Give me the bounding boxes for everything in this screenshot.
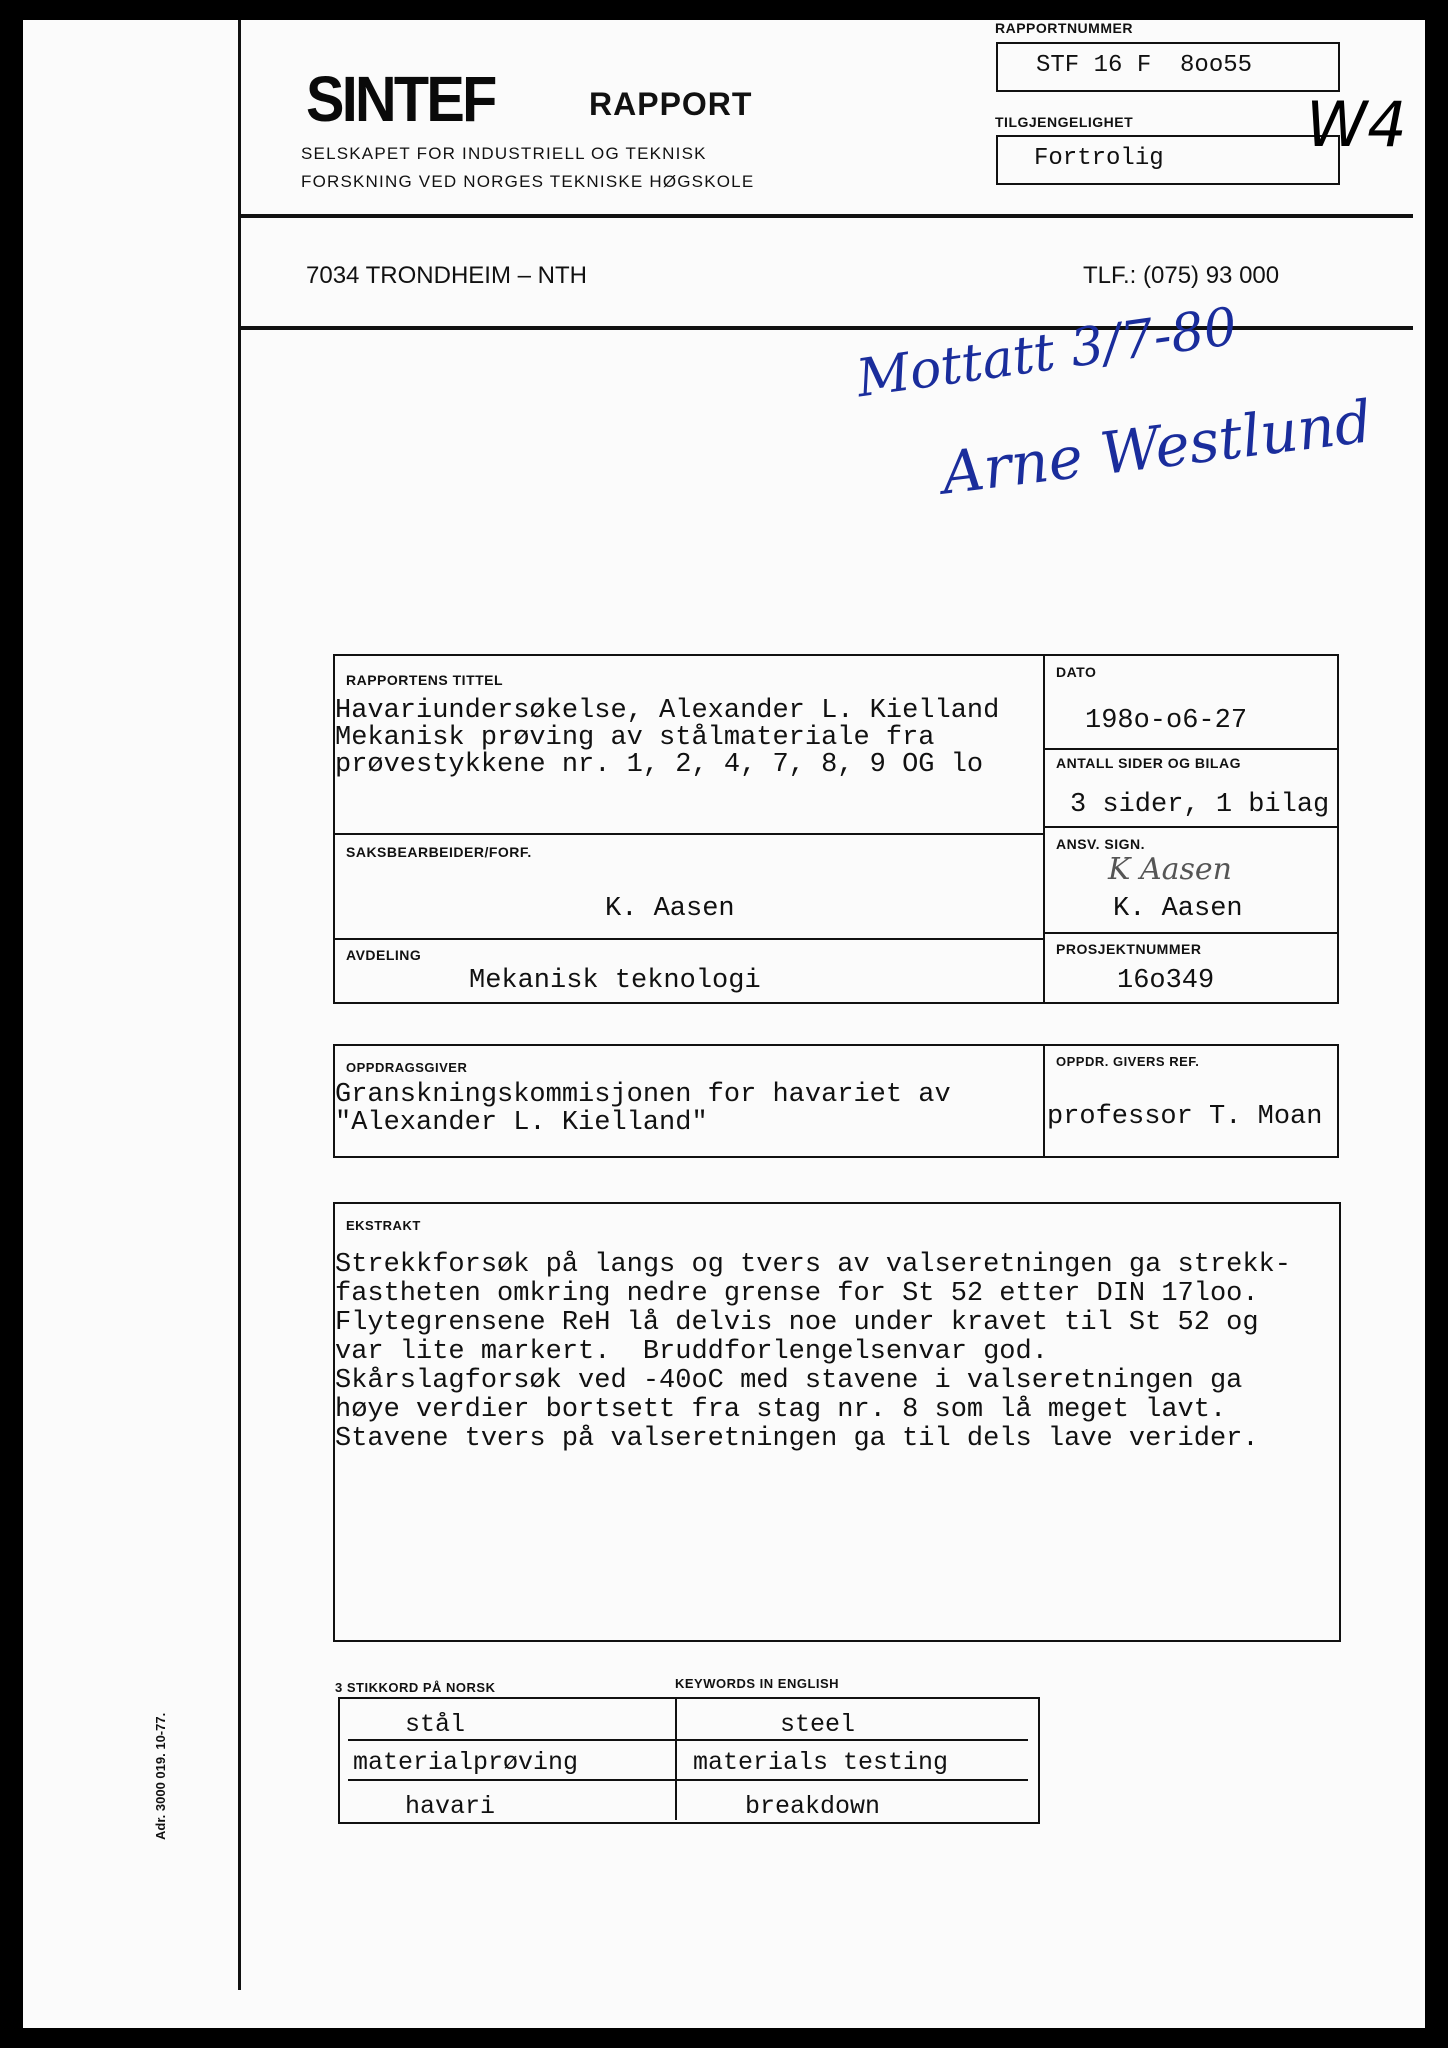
availability-value: Fortrolig <box>1034 145 1164 172</box>
report-info-right-rule-2 <box>1043 826 1337 828</box>
title-label: RAPPORTENS TITTEL <box>346 672 504 688</box>
client-divider <box>1043 1044 1045 1156</box>
keywords-rule-2 <box>348 1779 1028 1781</box>
abstract-line-2: fastheten omkring nedre grense for St 52 etter DIN 17loo. <box>335 1279 1259 1309</box>
handwritten-w4: W4 <box>1306 88 1407 161</box>
department-value: Mekanisk teknologi <box>469 966 761 996</box>
keywords-rule-1 <box>348 1739 1028 1741</box>
availability-box <box>996 135 1340 185</box>
report-info-row1-rule <box>335 833 1043 835</box>
report-number-value: STF 16 F 8oo55 <box>1036 52 1253 79</box>
sintef-logo: SINTEF <box>306 63 495 135</box>
abstract-line-3: Flytegrensene ReH lå delvis noe under kravet til St 52 og <box>335 1308 1259 1338</box>
pages-label: ANTALL SIDER OG BILAG <box>1056 755 1241 771</box>
abstract-line-7: Stavene tvers på valseretningen ga til dels lave verider. <box>335 1424 1259 1454</box>
keyword-en-2: materials testing <box>693 1748 949 1777</box>
department-label: AVDELING <box>346 947 422 963</box>
date-label: DATO <box>1056 664 1097 680</box>
keyword-en-1: steel <box>780 1710 856 1739</box>
availability-label: TILGJENGELIGHET <box>995 114 1134 130</box>
project-value: 16o349 <box>1117 966 1215 996</box>
abstract-line-1: Strekkforsøk på langs og tvers av valseretningen ga strekk- <box>335 1250 1291 1280</box>
abstract-line-5: Skårslagforsøk ved -40oC med stavene i valseretningen ga <box>335 1366 1243 1396</box>
author-label: SAKSBEARBEIDER/FORF. <box>346 844 532 860</box>
header-rule-top <box>238 214 1413 218</box>
rapport-title: RAPPORT <box>589 86 753 122</box>
address: 7034 TRONDHEIM – NTH <box>306 262 587 289</box>
report-number-box <box>996 42 1340 92</box>
client-label: OPPDRAGSGIVER <box>346 1060 468 1075</box>
report-number-label: RAPPORTNUMMER <box>995 20 1133 36</box>
report-info-divider <box>1043 654 1045 1002</box>
abstract-label: EKSTRAKT <box>346 1218 421 1233</box>
date-value: 198o-o6-27 <box>1085 706 1248 736</box>
keyword-no-1: stål <box>405 1710 466 1739</box>
report-info-right-rule-3 <box>1043 932 1337 934</box>
ref-label: OPPDR. GIVERS REF. <box>1056 1054 1200 1069</box>
title-line-3: prøvestykkene nr. 1, 2, 4, 7, 8, 9 OG lo <box>335 750 984 780</box>
report-page <box>23 20 1425 2028</box>
org-line-2: FORSKNING VED NORGES TEKNISKE HØGSKOLE <box>301 172 755 191</box>
keywords-divider <box>675 1697 677 1820</box>
pages-value: 3 sider, 1 bilag <box>1070 790 1330 820</box>
handwritten-signature: Arne Westlund <box>938 387 1376 508</box>
client-line-2: "Alexander L. Kielland" <box>335 1108 708 1138</box>
keyword-en-3: breakdown <box>745 1792 881 1821</box>
ref-value: professor T. Moan <box>1047 1102 1323 1132</box>
client-line-1: Granskningskommisjonen for havariet av <box>335 1080 951 1110</box>
author-value: K. Aasen <box>605 894 735 924</box>
left-margin-rule <box>238 20 241 1990</box>
sign-handwritten: K Aasen <box>1108 852 1232 887</box>
keyword-no-2: materialprøving <box>353 1748 579 1777</box>
report-info-right-rule-1 <box>1043 748 1337 750</box>
form-code: Adr. 3000 019. 10-77. <box>153 1712 168 1840</box>
abstract-line-4: var lite markert. Bruddforlengelsenvar god. <box>335 1337 1048 1367</box>
phone: TLF.: (075) 93 000 <box>1083 262 1280 289</box>
keywords-norsk-label: 3 STIKKORD PÅ NORSK <box>335 1680 496 1695</box>
title-line-2: Mekanisk prøving av stålmateriale fra <box>335 723 935 753</box>
abstract-line-6: høye verdier bortsett fra stag nr. 8 som lå meget lavt. <box>335 1395 1227 1425</box>
project-label: PROSJEKTNUMMER <box>1056 941 1202 957</box>
report-info-row2-rule <box>335 938 1043 940</box>
title-line-1: Havariundersøkelse, Alexander L. Kielland <box>335 696 1000 726</box>
keyword-no-3: havari <box>405 1792 496 1821</box>
sign-name: K. Aasen <box>1113 894 1243 924</box>
org-line-1: SELSKAPET FOR INDUSTRIELL OG TEKNISK <box>301 144 707 163</box>
handwritten-received: Mottatt 3/7-80 <box>853 296 1241 410</box>
keywords-english-label: KEYWORDS IN ENGLISH <box>675 1676 840 1691</box>
sign-label: ANSV. SIGN. <box>1056 836 1146 852</box>
